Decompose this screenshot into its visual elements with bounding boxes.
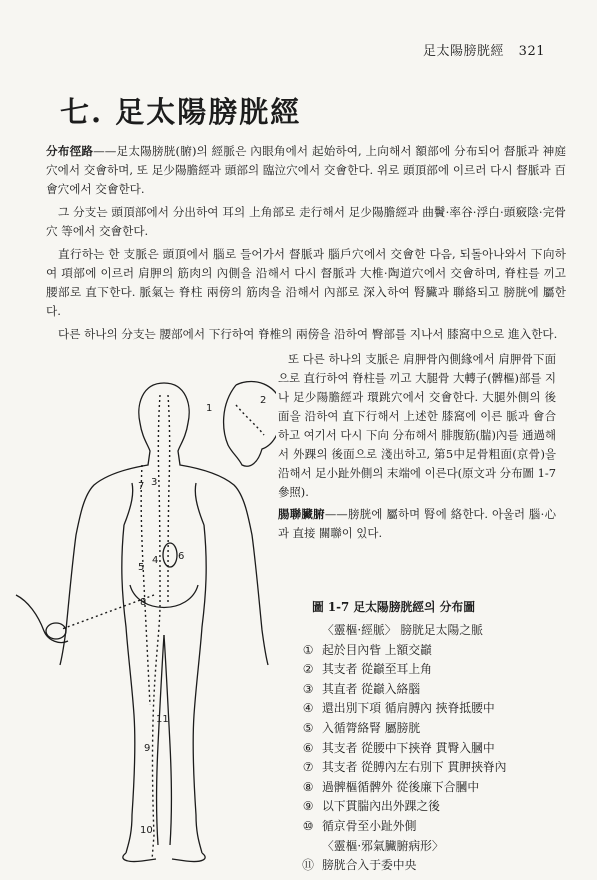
figure-label-3: 3	[151, 477, 158, 488]
figure-label-10: 10	[140, 825, 153, 836]
body-outline-right	[164, 383, 268, 665]
meridian-outer-line	[141, 465, 150, 705]
paragraph-text: ——足太陽膀胱(腑)의 經脈은 內眼角에서 起始하여, 上向해서 額部에 分布되어 督脈과 神庭穴에서 交會하며, 또 足少陽膽經과 頭部의 臨泣穴에서 交會한다. 위로 頭頂部에 이르러 다시 督脈과 百會穴에서 交會한다.	[46, 144, 566, 196]
right-foot	[172, 853, 205, 862]
figure-caption	[300, 598, 570, 876]
figure-label-9: 9	[144, 743, 151, 754]
caption-item: ③ 其直者 從巓入絡腦	[302, 681, 421, 696]
left-leg-inner	[157, 635, 165, 845]
meridian-diagram	[14, 365, 276, 870]
figure-label-11: 11	[156, 714, 169, 725]
caption-item: ⑥ 其支者 從腰中下挾脊 貫臀入膕中	[302, 740, 495, 755]
head-profile	[224, 381, 276, 466]
left-leg-outer	[122, 525, 135, 853]
page-number: 321	[518, 44, 545, 59]
right-scapula	[195, 483, 204, 525]
caption-item: ⑪ 膀胱合入于委中央	[302, 858, 417, 873]
figure-label-4: 4	[152, 555, 159, 566]
caption-item: ② 其支者 從巓至耳上角	[302, 662, 432, 677]
caption-title: 圖 1-7 足太陽膀胱經의 分布圖	[312, 600, 475, 614]
meridian-figure	[14, 365, 276, 870]
figure-label-1: 1	[206, 403, 213, 414]
paragraph-branch: 그 分支는 頭頂部에서 分出하여 耳의 上角部로 走行해서 足少陽膽經과 曲鬢·率谷·浮白·頭竅陰·完骨穴 等에서 交會한다.	[46, 205, 566, 238]
meridian-head-line	[236, 405, 264, 435]
body-outline-left	[60, 383, 164, 665]
paragraph-other-branch: 다른 하나의 分支는 腰部에서 下行하여 脊椎의 兩傍을 沿하여 臀部를 지나서 膝窩中으로 進入한다.	[58, 327, 558, 341]
figure-label-5: 5	[138, 562, 145, 573]
chapter-title: 七. 足太陽膀胱經	[60, 95, 302, 129]
paragraph-lead: 分布徑路	[46, 144, 94, 158]
running-title: 足太陽膀胱經	[423, 44, 505, 59]
meridian-inner-line-right	[168, 395, 170, 605]
caption-item: ⑤ 入循膂絡腎 屬膀胱	[302, 720, 421, 735]
caption-item: ⑩ 循京骨至小趾外側	[302, 818, 417, 833]
caption-item: ⑧ 過髀樞循髀外 從後廉下合膕中	[302, 779, 480, 794]
figure-label-8: 8	[140, 597, 147, 608]
figure-label-2: 2	[260, 395, 267, 406]
right-text	[278, 350, 556, 546]
caption-item: ⑨ 以下貫腨內出外踝之後	[302, 799, 440, 814]
right-leg-inner	[164, 635, 172, 845]
paragraph-direct-branch: 直行하는 한 支脈은 頭頂에서 腦로 들어가서 督脈과 腦戶穴에서 交會한 다음, 되돌아나와서 下向하여 項部에 이르러 肩胛의 筋肉의 內側을 沿해서 다시 督脈과 大椎·陶道穴에서 交會하며, 脊柱를 끼고 腰部로 直下한다. 脈氣는 脊柱 兩傍의 筋肉을 沿해서 內部로 深入하여 腎臟과 聯絡되고 膀胱에 屬한다.	[46, 247, 566, 318]
caption-item: ① 起於目內眥 上額交巓	[302, 642, 432, 657]
left-scapula	[124, 483, 133, 525]
caption-list	[300, 621, 570, 876]
figure-label-6: 6	[178, 551, 185, 562]
paragraph-organ-connection	[278, 505, 556, 543]
caption-item: ④ 還出別下項 循肩膊內 挾脊抵腰中	[302, 701, 495, 716]
paragraph-scapula-branch: 또 다른 하나의 支脈은 肩胛骨內側緣에서 肩胛骨下面으로 直行하여 脊柱를 끼고 大腿骨 大轉子(髀樞)部를 지나 足少陽膽經과 環跳穴에서 交會한다. 大腿外側의 後面을 沿하여 直下行해서 上述한 膝窩에 이른 脈과 會合하고 여기서 다시 下向 分布해서 腓腹筋(腨)內를 通過해서 外踝의 後面으로 淺出하고, 第5中足骨粗面(京骨)을 沿해서 足小趾外側의 末端에 이른다(原文과 分布圖 1-7 參照).	[278, 352, 556, 499]
running-head	[423, 40, 545, 59]
paragraph-text: ——膀胱에 屬하며 腎에 絡한다. 아울러 腦·心과 直接 關聯이 있다.	[278, 507, 556, 540]
body-text	[46, 142, 566, 348]
bladder-sketch	[46, 623, 66, 639]
paragraph-distribution	[46, 142, 566, 199]
kidney	[163, 543, 177, 567]
caption-item: ⑦ 其支者 從膊內左右別下 貫胛挾脊內	[302, 760, 507, 775]
caption-item: 〈靈樞·經脈〉 膀胱足太陽之脈	[322, 623, 483, 637]
right-leg-outer	[193, 525, 206, 853]
figure-label-7: 7	[138, 481, 145, 492]
pelvis-sketch	[16, 595, 68, 643]
left-foot	[123, 853, 156, 862]
caption-item: 〈靈樞·邪氣臟腑病形〉	[322, 838, 444, 853]
paragraph-lead: 腸聯臟腑	[278, 507, 325, 521]
